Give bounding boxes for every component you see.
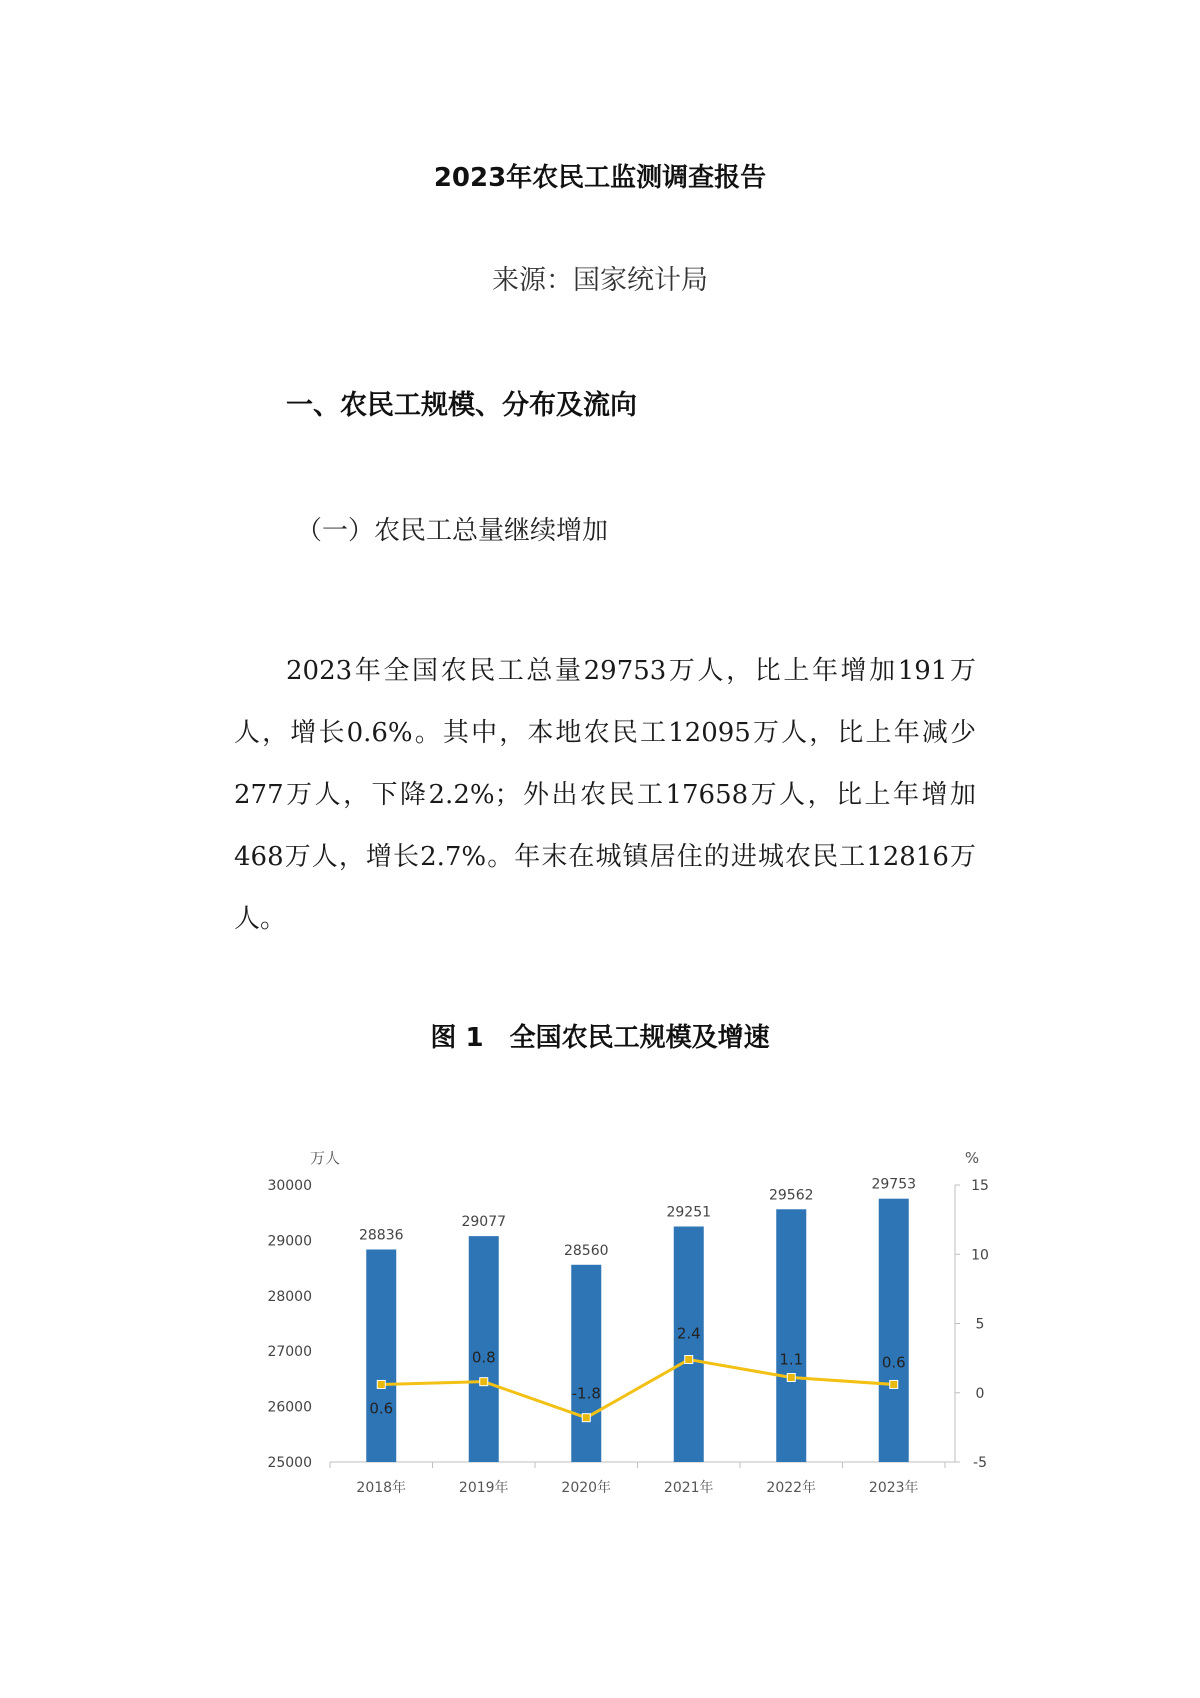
x-tick-label: 2020年 [561,1480,612,1496]
y-left-tick-label: 26000 [267,1399,312,1416]
y-axis-right-title: % [964,1149,980,1167]
bar-value-label: 29753 [871,1176,917,1193]
bar [366,1249,396,1462]
y-left-tick-label: 29000 [267,1233,312,1250]
y-left-tick-label: 27000 [267,1344,312,1361]
x-tick-label: 2021年 [663,1480,714,1496]
figure-title: 图 1 全国农民工规模及增速 [430,1023,770,1053]
growth-rate-label: 0.6 [881,1353,906,1372]
document-source: 来源：国家统计局 [492,265,708,296]
y-right-tick-label: 0 [975,1385,985,1402]
x-tick-label: 2018年 [356,1480,407,1496]
y-right-tick-label: 15 [971,1178,989,1194]
growth-rate-point [890,1380,898,1388]
y-left-tick-label: 30000 [267,1178,312,1194]
y-left-tick-label: 28000 [267,1288,312,1305]
bar [674,1226,704,1462]
growth-rate-label: 0.6 [369,1399,394,1418]
growth-rate-label: -1.8 [571,1384,601,1403]
bar-value-label: 29251 [666,1204,712,1221]
growth-rate-label: 2.4 [676,1324,701,1343]
section-heading: 一、农民工规模、分布及流向 [286,390,637,421]
bar [879,1199,909,1462]
growth-rate-point [685,1356,693,1364]
y-left-tick-label: 25000 [267,1455,312,1471]
bar [571,1265,601,1462]
y-axis-left-title: 万人 [309,1149,341,1167]
x-tick-label: 2023年 [868,1480,919,1496]
y-right-tick-label: 5 [975,1316,985,1333]
x-tick-label: 2022年 [766,1480,817,1496]
bar-value-label: 28560 [563,1242,609,1259]
document-title: 2023年农民工监测调查报告 [433,163,767,193]
body-paragraph: 2023年全国农民工总量29753万人，比上年增加191万人，增长0.6%。其中，本地农民工12095万人，比上年减少277万人，下降2.2%；外出农民工17658万人，比上年增加468万人，增长2.7%。年末在城镇居住的进城农民工12816万人。 [234,656,976,934]
growth-rate-point [377,1380,385,1388]
growth-rate-label: 0.8 [471,1348,496,1367]
growth-rate-point [787,1374,795,1382]
growth-rate-line [381,1360,894,1418]
bar-value-label: 29077 [461,1214,507,1231]
y-right-tick-label: 10 [971,1247,989,1264]
migrant-worker-chart [260,1140,1020,1540]
bar-value-label: 28836 [358,1227,404,1244]
growth-rate-point [480,1378,488,1386]
y-right-tick-label: -5 [973,1455,987,1471]
growth-rate-label: 1.1 [779,1350,804,1369]
x-tick-label: 2019年 [458,1480,509,1496]
subsection-heading: （一）农民工总量继续增加 [296,516,609,546]
bar [776,1209,806,1462]
growth-rate-point [582,1414,590,1422]
bar-value-label: 29562 [768,1187,814,1204]
